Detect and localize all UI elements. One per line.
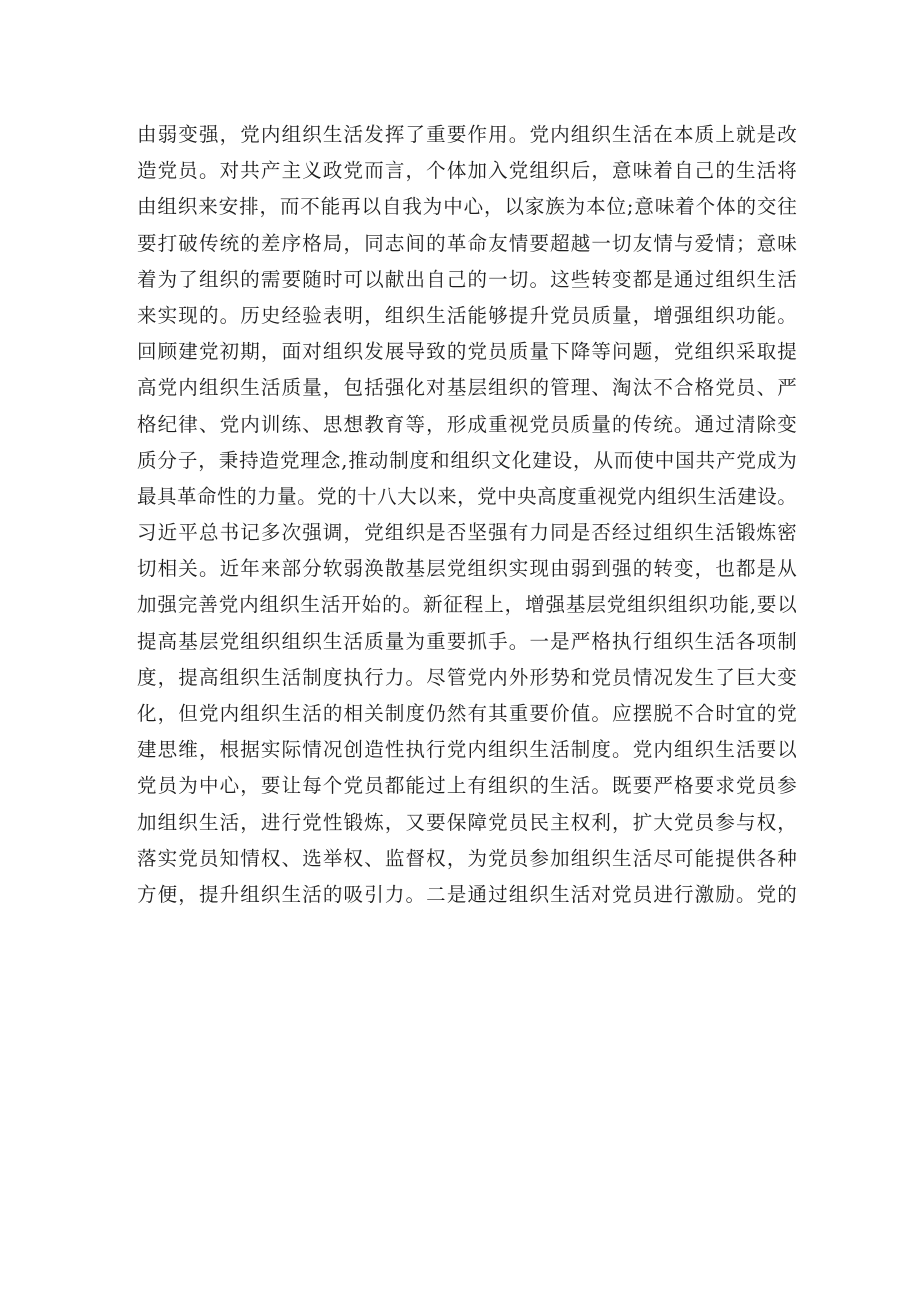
text-line-15: 提高基层党组织组织生活质量为重要抓手。一是严格执行组织生活各项制	[137, 629, 797, 653]
text-line-3: 由组织来安排，而不能再以自我为中心，以家族为本位;意味着个体的交往	[137, 195, 797, 219]
text-line-16: 度，提高组织生活制度执行力。尽管党内外形势和党员情况发生了巨大变	[137, 665, 797, 689]
text-line-5: 着为了组织的需要随时可以献出自己的一切。这些转变都是通过组织生活	[137, 267, 797, 291]
text-line-6: 来实现的。历史经验表明，组织生活能够提升党员质量，增强组织功能。	[137, 303, 797, 327]
text-line-8: 高党内组织生活质量，包括强化对基层组织的管理、淘汰不合格党员、严	[137, 376, 797, 400]
text-line-20: 加组织生活，进行党性锻炼，又要保障党员民主权利，扩大党员参与权，	[137, 810, 797, 834]
text-line-12: 习近平总书记多次强调，党组织是否坚强有力同是否经过组织生活锻炼密	[137, 521, 797, 545]
text-line-1: 由弱变强，党内组织生活发挥了重要作用。党内组织生活在本质上就是改	[137, 123, 797, 146]
text-line-18: 建思维，根据实际情况创造性执行党内组织生活制度。党内组织生活要以	[137, 738, 797, 762]
text-line-17: 化，但党内组织生活的相关制度仍然有其重要价值。应摆脱不合时宜的党	[137, 702, 797, 725]
text-line-11: 最具革命性的力量。党的十八大以来，党中央高度重视党内组织生活建设。	[137, 484, 797, 508]
text-line-9: 格纪律、党内训练、思想教育等，形成重视党员质量的传统。通过清除变	[137, 412, 797, 436]
text-line-14: 加强完善党内组织生活开始的。新征程上，增强基层党组织组织功能,要以	[137, 593, 797, 617]
body-text	[137, 117, 797, 913]
text-line-22: 方便，提升组织生活的吸引力。二是通过组织生活对党员进行激励。党的	[137, 882, 797, 906]
text-line-7: 回顾建党初期，面对组织发展导致的党员质量下降等问题，党组织采取提	[137, 340, 797, 364]
text-line-4: 要打破传统的差序格局，同志间的革命友情要超越一切友情与爱情；意味	[137, 231, 797, 255]
text-line-13: 切相关。近年来部分软弱涣散基层党组织实现由弱到强的转变，也都是从	[137, 557, 797, 581]
text-line-19: 党员为中心，要让每个党员都能过上有组织的生活。既要严格要求党员参	[137, 774, 797, 798]
text-line-10: 质分子，秉持造党理念,推动制度和组织文化建设，从而使中国共产党成为	[137, 448, 797, 472]
text-line-2: 造党员。对共产主义政党而言，个体加入党组织后，意味着自己的生活将	[137, 159, 797, 183]
text-line-21: 落实党员知情权、选举权、监督权，为党员参加组织生活尽可能提供各种	[137, 846, 797, 870]
